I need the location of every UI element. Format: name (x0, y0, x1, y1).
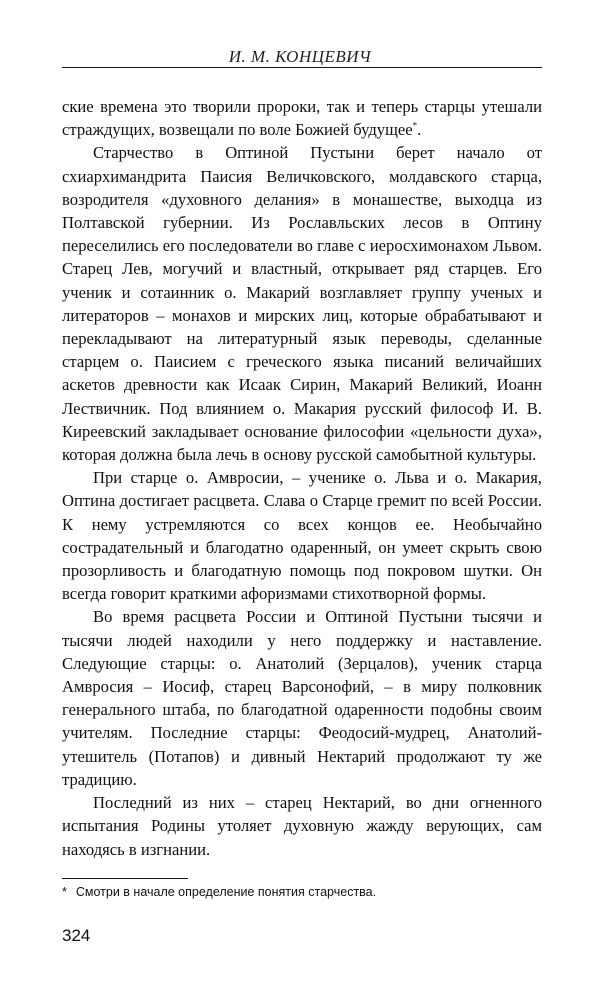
footnote (62, 884, 542, 900)
footnote-reference-marker: * (412, 120, 418, 131)
paragraph-1 (62, 95, 542, 141)
running-header-title: И. М. КОНЦЕВИЧ (228, 47, 372, 66)
paragraph-4: Во время расцвета России и Оптиной Пустыни тысячи и тысячи людей находили у него поддержку и наставление. Следующие старцы: о. Анатолий (Зерцалов), ученик старца Амвросия – Иосиф, старец Варсонофий, – в миру полковник генерального штаба, по благодатной одаренности подобны своим учителям. Последние старцы: Феодосий-мудрец, Анатолий-утешитель (Потапов) и дивный Нектарий продолжают ту же традицию. (62, 607, 542, 789)
footnote-text: Смотри в начале определение понятия старчества. (75, 885, 377, 899)
header-divider (62, 67, 542, 68)
footnote-divider (62, 878, 188, 879)
paragraph-1-text: ские времена это творили пророки, так и теперь старцы утешали страждущих, возвещали по воле Божией будущее (62, 97, 542, 140)
page-number: 324 (62, 926, 91, 945)
paragraph-2: Старчество в Оптиной Пустыни берет начало от схиархимандрита Паисия Величковского, молдавского старца, возродителя «духовного делания» в монашестве, выходца из Полтавской губернии. Из Рославльских лесов в Оптину переселились его последователи во главе с иеросхимонахом Львом. Старец Лев, могучий и властный, открывает ряд старцев. Его ученик и сотаинник о. Макарий возглавляет группу ученых и литераторов – монахов и мирских лиц, которые обрабатывают и перекладывают на литературный язык переводы, сделанные старцем о. Паисием с греческого языка писаний величайших аскетов древности как Исаак Сирин, Макарий Великий, Иоанн Лествичник. Под влиянием о. Макария русский философ И. В. Киреевский закладывает основание философии «цельности духа», которая должна была лечь в основу русской самобытной культуры. (62, 143, 542, 465)
paragraph-3: При старце о. Амвросии, – ученике о. Льва и о. Макария, Оптина достигает расцвета. Слава о Старце гремит по всей России. К нему устремляются со всех концов ее. Необычайно сострадательный и благодатно одаренный, он умеет скрыть свою прозорливость и благодатную помощь под покровом шутки. Он всегда говорит краткими афоризмами стихотворной формы. (62, 468, 542, 604)
footnote-marker: * (62, 885, 67, 899)
main-text-block (62, 95, 542, 861)
paragraph-5: Последний из них – старец Нектарий, во дни огненного испытания Родины утоляет духовную жажду верующих, сам находясь в изгнании. (62, 793, 542, 859)
paragraph-1-end: . (417, 120, 422, 140)
